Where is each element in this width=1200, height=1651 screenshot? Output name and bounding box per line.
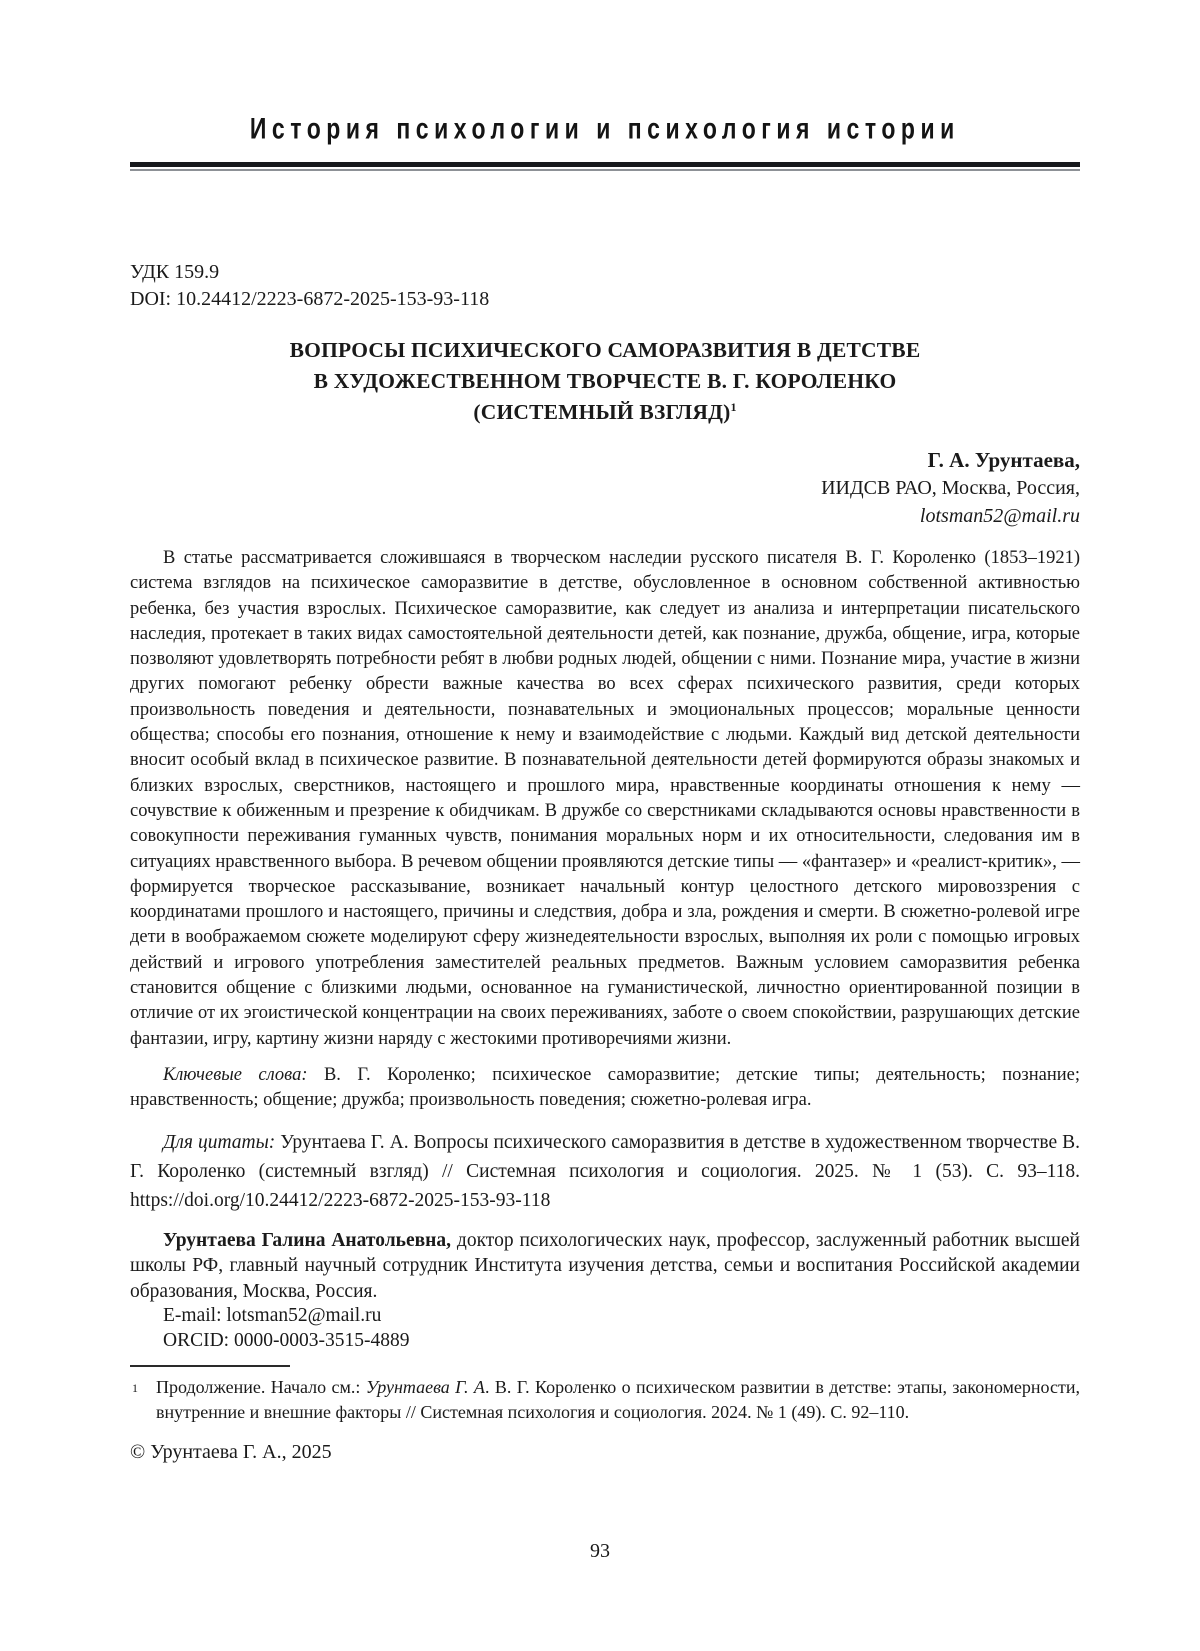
keywords-paragraph bbox=[130, 1063, 1080, 1114]
article-meta bbox=[130, 259, 1080, 313]
article-title-line1: ВОПРОСЫ ПСИХИЧЕСКОГО САМОРАЗВИТИЯ В ДЕТСТВЕ bbox=[289, 338, 921, 362]
section-header bbox=[130, 0, 1080, 148]
page-content bbox=[130, 0, 1080, 1465]
author-name: Г. А. Урунтаева, bbox=[927, 448, 1080, 472]
title-footnote-marker: 1 bbox=[730, 399, 737, 414]
footnote-rule bbox=[130, 1365, 290, 1367]
author-email: lotsman52@mail.ru bbox=[919, 505, 1080, 527]
article-title-line2: В ХУДОЖЕСТВЕННОМ ТВОРЧЕСТЕ В. Г. КОРОЛЕНКО bbox=[313, 369, 897, 393]
citation-text: Урунтаева Г. А. Вопросы психического саморазвития в детстве в художественном творчестве В. Г. Короленко (системный взгляд) // Системная психология и социология. 2025. № 1 (53). С. 93–118. https://doi.org/10.24412/2223-6872-2025-153-93-118 bbox=[130, 1131, 1081, 1211]
author-email-line: E-mail: lotsman52@mail.ru bbox=[163, 1305, 382, 1327]
header-rule bbox=[130, 162, 1080, 171]
keywords-label: Ключевые слова: bbox=[163, 1064, 308, 1085]
doi-code: DOI: 10.24412/2223-6872-2025-153-93-118 bbox=[130, 288, 490, 310]
udc-code: УДК 159.9 bbox=[130, 261, 220, 283]
author-orcid-line: ORCID: 0000-0003-3515-4889 bbox=[163, 1329, 410, 1351]
footnote-rest: . В. Г. Короленко о психическом развитии в детстве: этапы, закономерности, внутренние и внешние факторы // Системная психология и социология. 2024. № 1 (49). С. 92–110. bbox=[156, 1377, 1080, 1422]
author-bio-text: доктор психологических наук, профессор, заслуженный работник высшей школы РФ, главный научный сотрудник Института изучения детства, семьи и воспитания Российской академии образования, Москва, Россия. bbox=[130, 1229, 1080, 1302]
author-bio-paragraph bbox=[130, 1228, 1080, 1305]
citation-label: Для цитаты: bbox=[163, 1131, 276, 1153]
article-title bbox=[130, 335, 1080, 428]
footnote-paragraph bbox=[130, 1375, 1080, 1424]
footnote-author: Урунтаева Г. А bbox=[365, 1377, 485, 1398]
author-bio-name: Урунтаева Галина Анатольевна, bbox=[163, 1229, 452, 1251]
footnote-marker: 1 bbox=[132, 1381, 138, 1396]
keywords-text: В. Г. Короленко; психическое саморазвитие; детские типы; деятельность; познание; нравственность; общение; дружба; произвольность поведения; сюжетно-ролевая игра. bbox=[130, 1064, 1081, 1111]
copyright-line: © Урунтаева Г. А., 2025 bbox=[130, 1441, 332, 1464]
abstract-text: В статье рассматривается сложившаяся в творческом наследии русского писателя В. Г. Короленко (1853–1921) система взглядов на психическое саморазвитие в детстве, обусловленное в основном собственной активностью ребенка, без участия взрослых. Психическое саморазвитие, как следует из анализа и интерпретации писательского наследия, протекает в таких видах самостоятельной деятельности детей, как познание, дружба, общение, игра, которые позволяют удовлетворять потребности ребят в любви родных людей, общении с ними. Познание мира, участие в жизни других помогают ребенку обрести важные качества во всех сферах психического развития, среди которых произвольность поведения и деятельности, познавательных и эмоциональных процессов; моральные ценности общества; способы его познания, отношение к нему и взаимодействие с людьми. Каждый вид детской деятельности вносит особый вклад в психическое развитие. В познавательной деятельности детей формируются образы знакомых и близких взрослых, сверстников, настоящего и прошлого мира, нравственные координаты отношения к нему — сочувствие к обиженным и презрение к обидчикам. В дружбе со сверстниками складываются основы нравственности в совокупности переживания гуманных чувств, понимания моральных норм и их относительности, следования им в ситуациях нравственного выбора. В речевом общении проявляются детские типы — «фантазер» и «реалист-критик», — формируется творческое рассказывание, возникает начальный контур целостного детского мировоззрения с координатами прошлого и настоящего, причины и следствия, добра и зла, рождения и смерти. В сюжетно-ролевой игре дети в воображаемом сюжете моделируют сферу жизнедеятельности взрослых, выполняя их роли с помощью игровых действий и игрового употребления заместителей реальных предметов. Важным условием саморазвития ребенка становится общение с близкими людьми, основанное на гуманистической, личностно ориентированной позиции в отличие от их эгоистической концентрации на своих переживаниях, заботе о своем спокойствии, разрушающих детские фантазии, игру, картину жизни наряду с жестокими противоречиями жизни. bbox=[130, 548, 1080, 1049]
footnote-prefix: Продолжение. Начало см.: bbox=[156, 1377, 366, 1398]
page-number: 93 bbox=[590, 1540, 610, 1562]
author-affiliation: ИИДСВ РАО, Москва, Россия, bbox=[821, 477, 1080, 499]
citation-paragraph bbox=[130, 1128, 1080, 1215]
author-block bbox=[130, 446, 1080, 530]
article-title-line3: (СИСТЕМНЫЙ ВЗГЛЯД) bbox=[473, 400, 731, 424]
section-header-text: История психологии и психология истории bbox=[250, 112, 960, 146]
